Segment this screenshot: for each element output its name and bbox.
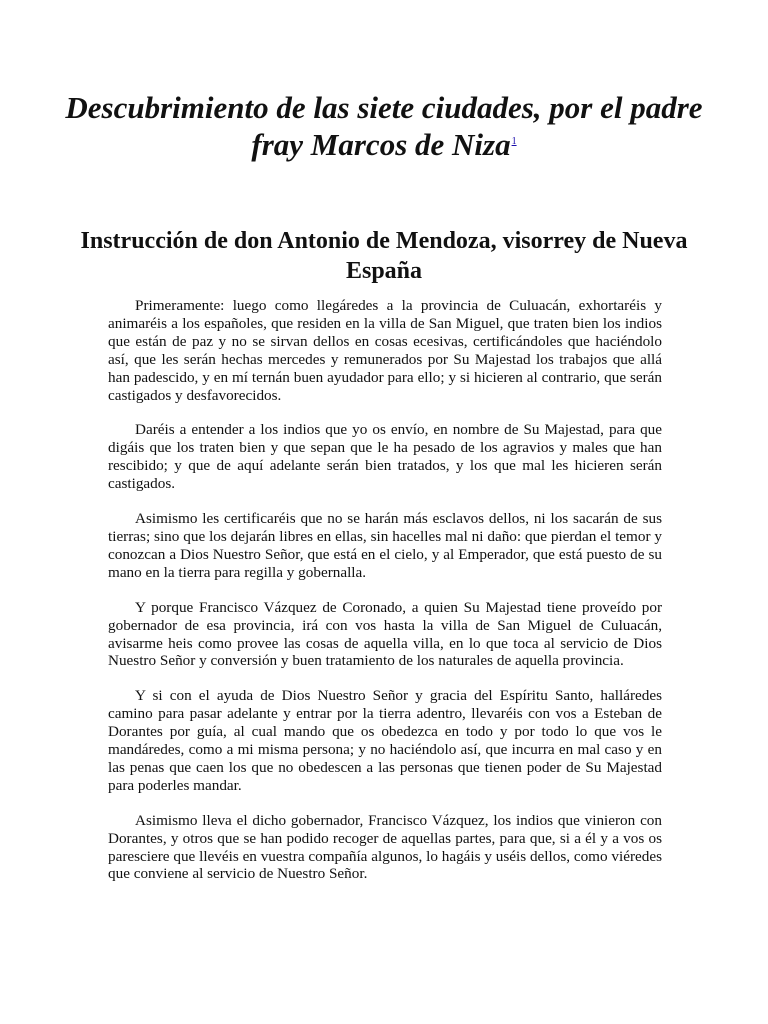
paragraph: Asimismo les certificaréis que no se harán más esclavos dellos, ni los sacarán de sus tierras; sino que los dejarán libres en ellas, sin hacelles mal ni daño: que pierdan el temor y conozcan a Dios Nuestro Señor, que está en el cielo, y al Emperador, que está puesto de su mano en la tierra para regilla y gobernalla.	[108, 510, 662, 581]
paragraph: Asimismo lleva el dicho gobernador, Francisco Vázquez, los indios que vinieron con Dorantes, y otros que se han podido recoger de aquellas partes, para que, si a él y a vos os paresciere que llevéis en vuestra compañía algunos, lo hagáis y uséis dellos, como viéredes que conviene al servicio de Nuestro Señor.	[108, 811, 662, 883]
footnote-reference-link[interactable]: 1	[511, 136, 517, 147]
paragraph: Daréis a entender a los indios que yo os envío, en nombre de Su Majestad, para que digáis que los traten bien y que sepan que le ha pesado de los agravios y males que han rescibido; y que de aquí adelante serán bien tratados, y los que mal les hicieren serán castigados.	[108, 421, 662, 493]
body-text	[108, 297, 662, 900]
paragraph: Y si con el ayuda de Dios Nuestro Señor y gracia del Espíritu Santo, halláredes camino para pasar adelante y entrar por la tierra adentro, llevaréis con vos a Esteban de Dorantes por guía, al cual mando que os obedezca en todo y por todo lo que vos le mandáredes, como a mi misma persona; y no haciéndolo así, que incurra en mal caso y en las penas que caen los que no obedescen a las personas que tienen poder de Su Majestad para poderles mandar.	[108, 687, 662, 794]
paragraph: Primeramente: luego como llegáredes a la provincia de Culuacán, exhortaréis y animaréis a los españoles, que residen en la villa de San Miguel, que traten bien los indios que están de paz y no se sirvan dellos en cosas ecesivas, certificándoles que haciéndolo así, que les serán hechas mercedes y remunerados por Su Majestad los trabajos que allá han padescido, y en mí ternán buen ayudador para ello; y si hicieren al contrario, que serán castigados y desfavorecidos.	[108, 297, 662, 404]
paragraph: Y porque Francisco Vázquez de Coronado, a quien Su Majestad tiene proveído por gobernador de esa provincia, irá con vos hasta la villa de San Miguel de Culuacán, avisarme heis como provee las cosas de aquella villa, en lo que toca al servicio de Dios Nuestro Señor y conversión y buen tratamiento de los naturales de aquella provincia.	[108, 598, 662, 670]
document-title	[60, 89, 708, 163]
document-title-text: Descubrimiento de las siete ciudades, por el padre fray Marcos de Niza	[65, 90, 703, 162]
section-heading: Instrucción de don Antonio de Mendoza, visorrey de Nueva España	[80, 228, 688, 284]
